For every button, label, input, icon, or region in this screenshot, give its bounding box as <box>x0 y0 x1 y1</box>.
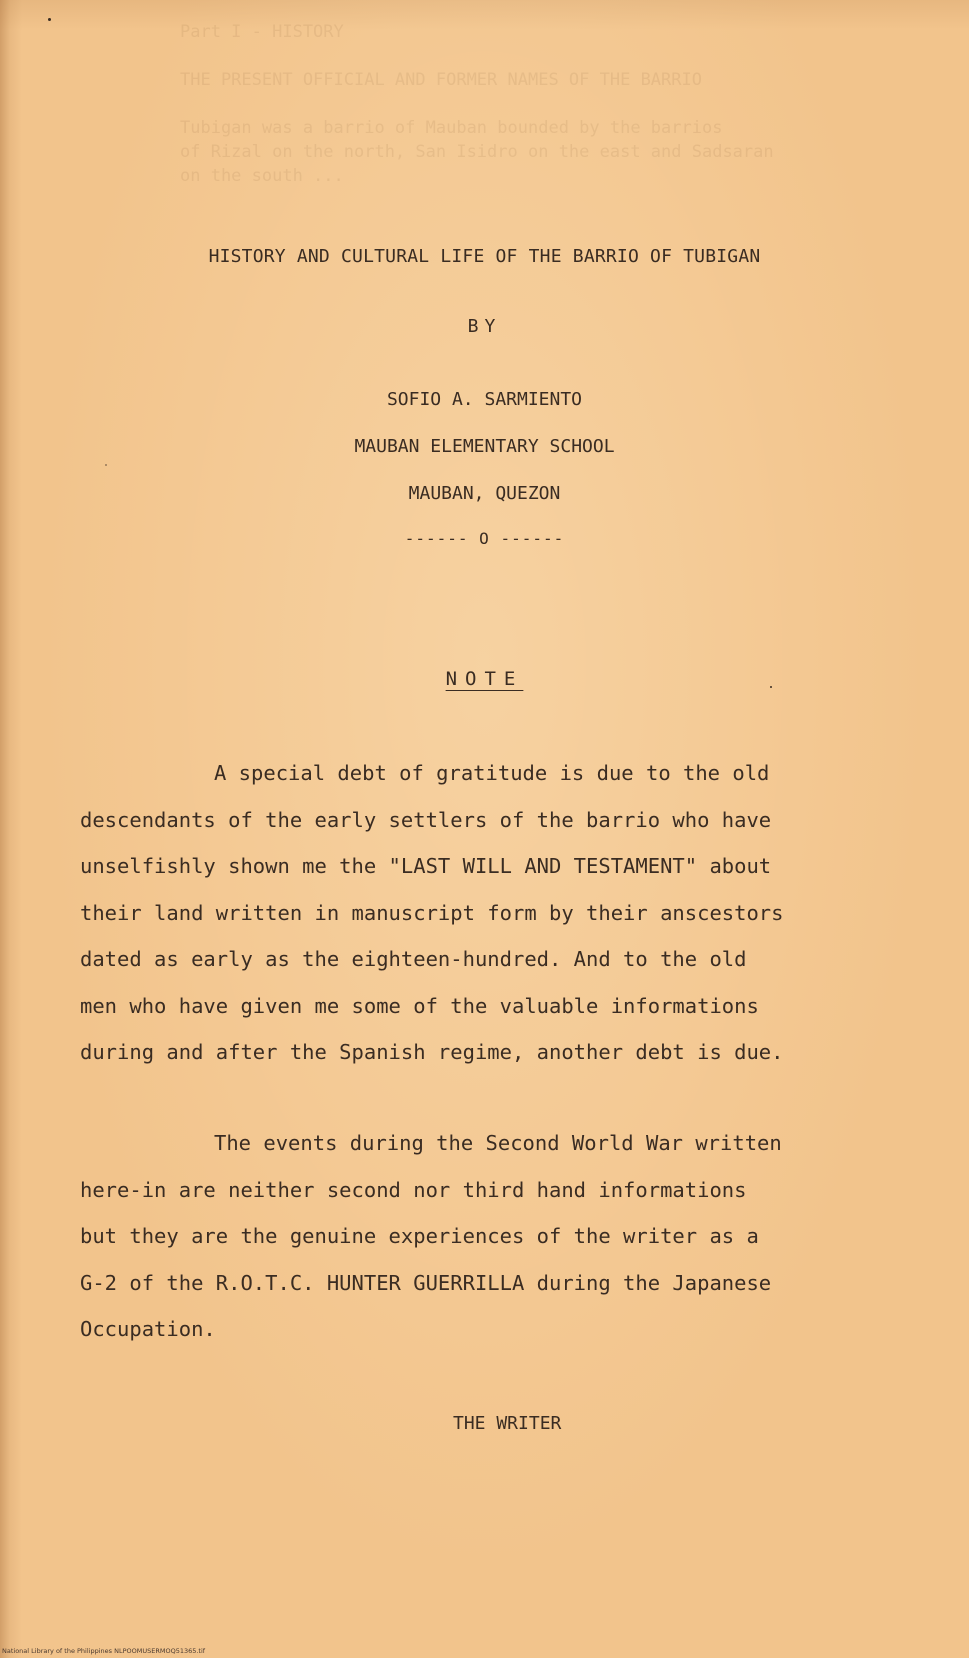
document-title: HISTORY AND CULTURAL LIFE OF THE BARRIO OF TUBIGAN <box>208 246 761 267</box>
ink-speck <box>105 464 107 466</box>
byline-label: BY <box>467 316 502 337</box>
paragraph-line: A special debt of gratitude is due to the old <box>214 761 770 785</box>
acknowledgement-paragraph <box>80 750 880 1076</box>
paragraph-line: but they are the genuine experiences of the writer as a <box>80 1224 759 1248</box>
bleed-through-text: Part I - HISTORY THE PRESENT OFFICIAL AND FORMER NAMES OF THE BARRIO Tubigan was a barrio of Mauban bounded by the barrios of Rizal on the north, San Isidro on the east and Sadsaran on the south ... <box>180 22 774 186</box>
paragraph-line: their land written in manuscript form by their anscestors <box>80 900 784 925</box>
ink-speck <box>770 686 772 688</box>
paragraph-line: G-2 of the R.O.T.C. HUNTER GUERRILLA during the Japanese <box>80 1270 772 1295</box>
school-name: MAUBAN ELEMENTARY SCHOOL <box>354 436 615 457</box>
note-heading: NOTE <box>445 668 524 690</box>
paragraph-line: here-in are neither second nor third hand informations <box>80 1177 747 1202</box>
paragraph-line: Occupation. <box>80 1317 216 1341</box>
author-name: SOFIO A. SARMIENTO <box>386 389 583 410</box>
signature: THE WRITER <box>453 1413 562 1434</box>
paragraph-line: descendants of the early settlers of the barrio who have <box>80 807 772 832</box>
events-paragraph <box>80 1120 880 1353</box>
archive-footer: National Library of the Philippines NLPOOMUSERMOQ51365.tif <box>2 1647 206 1655</box>
paragraph-line: men who have given me some of the valuable informations <box>80 993 759 1018</box>
place-name: MAUBAN, QUEZON <box>408 483 561 504</box>
paragraph-line: The events during the Second World War written <box>214 1131 782 1155</box>
separator-line: ------ O ------ <box>404 529 565 548</box>
paragraph-line: during and after the Spanish regime, another debt is due. <box>80 1040 784 1064</box>
paragraph-line: dated as early as the eighteen-hundred. And to the old <box>80 947 747 971</box>
ink-speck <box>48 18 51 21</box>
paragraph-line: unselfishly shown me the "LAST WILL AND TESTAMENT" about <box>80 854 772 878</box>
